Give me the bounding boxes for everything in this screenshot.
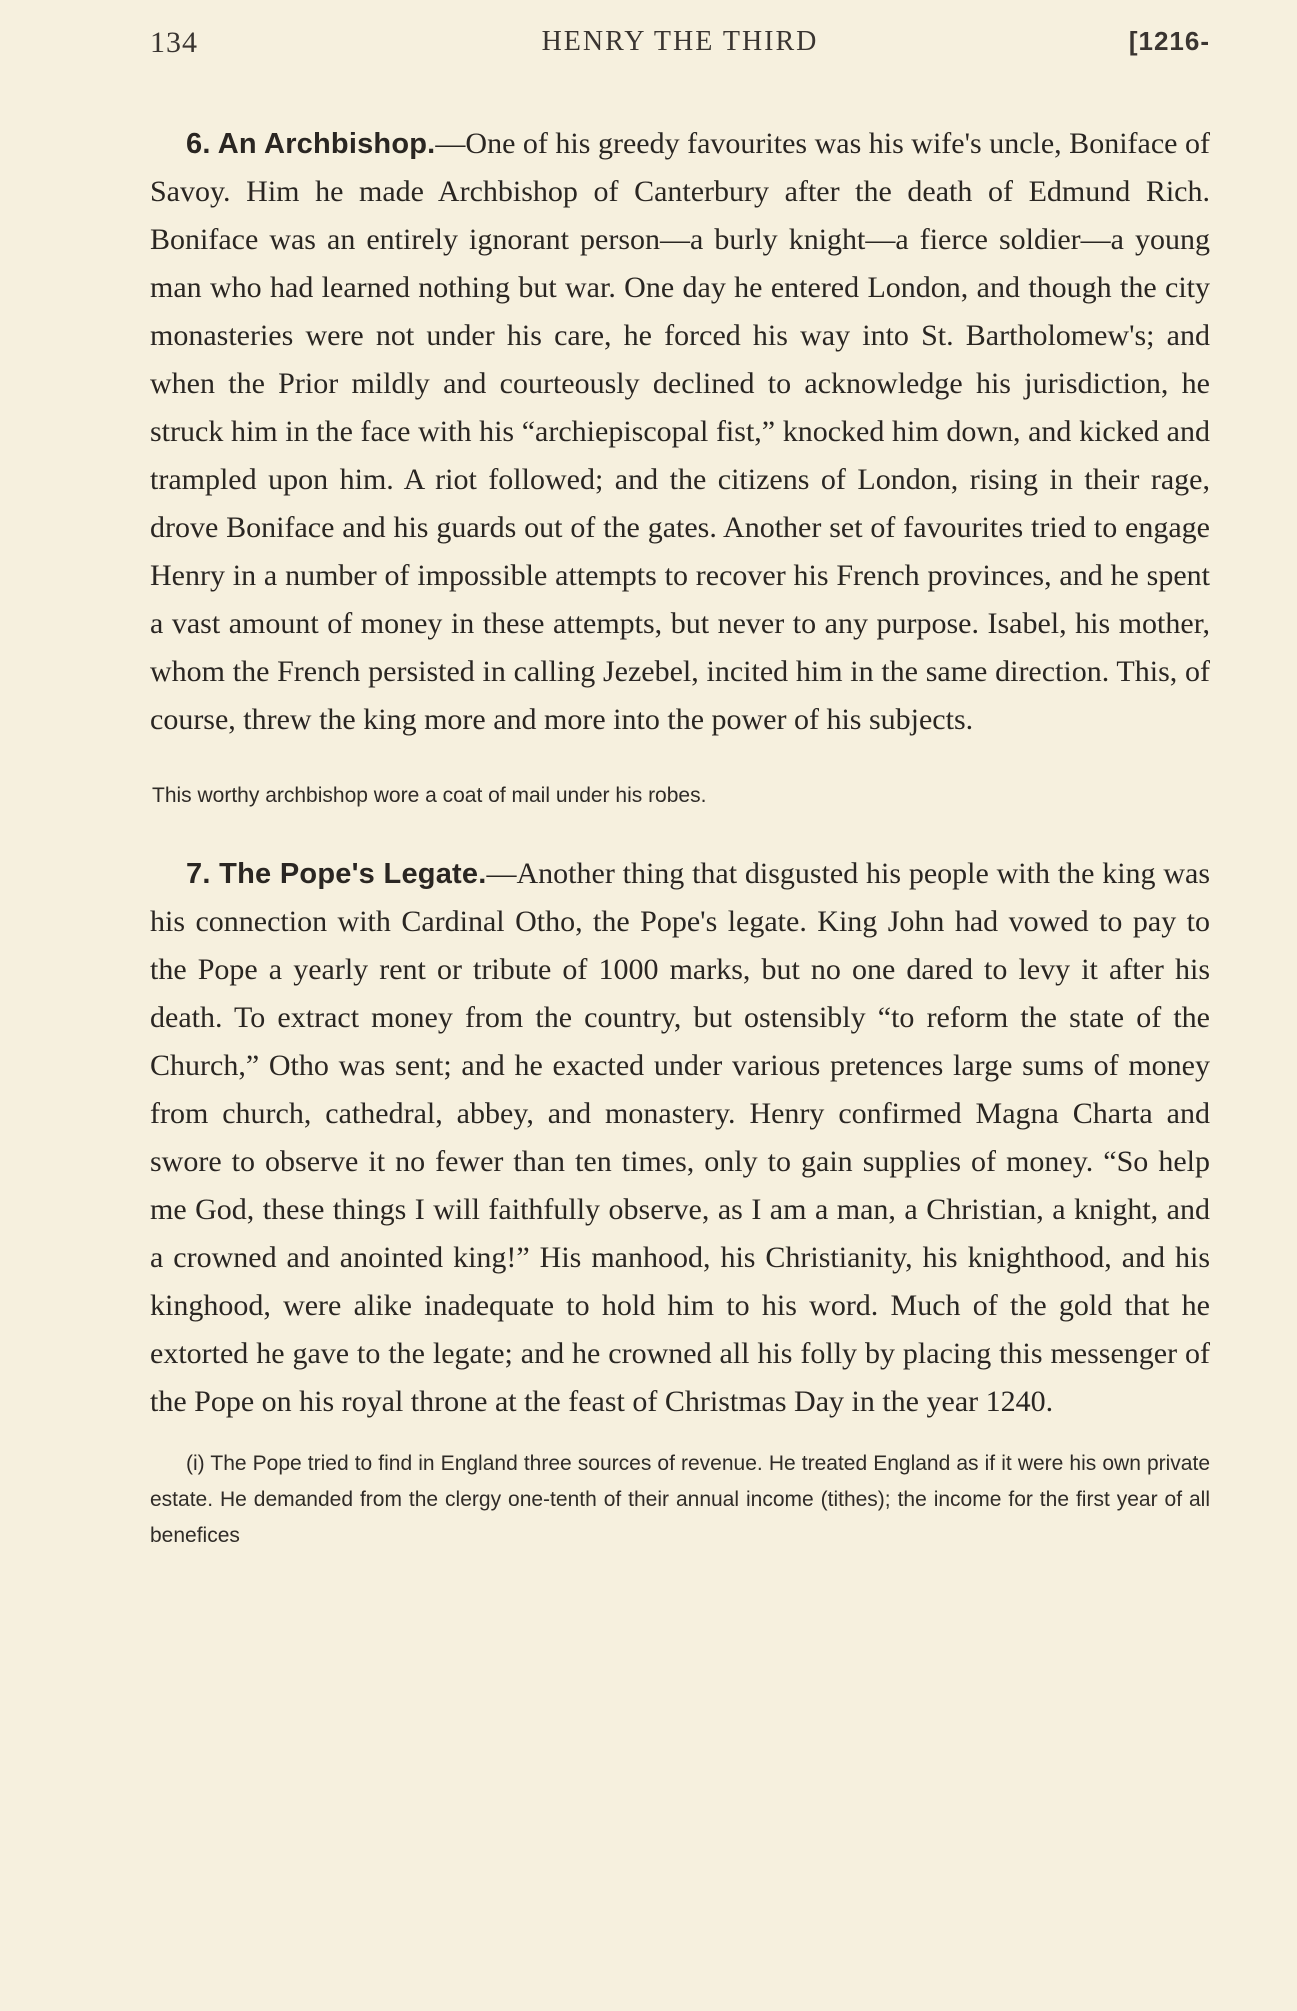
running-title: HENRY THE THIRD [541, 26, 819, 57]
year-marker: [1216- [1128, 26, 1210, 56]
page-number: 134 [150, 26, 198, 59]
section-archbishop-paragraph [150, 120, 1210, 744]
section-heading-legate: 7. The Pope's Legate. [186, 858, 487, 890]
note-archbishop: This worthy archbishop wore a coat of mail under his robes. [152, 784, 707, 807]
section-body-legate: —Another thing that disgusted his people with the king was his connection with Cardinal Otho, the Pope's legate. King John had vowed to pay to the Pope a yearly rent or tribute of 1000 marks, but no one dared to levy it after his death. To extract money from the country, but ostensibly “to reform the state of the Church,” Otho was sent; and he exacted under various pretences large sums of money from church, cathedral, abbey, and monastery. Henry confirmed Magna Charta and swore to observe it no fewer than ten times, only to gain supplies of money. “So help me God, these things I will faithfully observe, as I am a man, a Christian, a knight, and a crowned and anointed king!” His manhood, his Christianity, his knighthood, and his kinghood, were alike inadequate to hold him to his word. Much of the gold that he extorted he gave to the legate; and he crowned all his folly by placing this messenger of the Pope on his royal throne at the feast of Christmas Day in the year 1240. [150, 857, 1211, 1418]
section-body-archbishop: —One of his greedy favourites was his wife's uncle, Boniface of Savoy. Him he made Archbishop of Canterbury after the death of Edmund Rich. Boniface was an entirely ignorant person—a burly knight—a fierce soldier—a young man who had learned nothing but war. One day he entered London, and though the city monasteries were not under his care, he forced his way into St. Bartholomew's; and when the Prior mildly and courteously declined to acknowledge his jurisdiction, he struck him in the face with his “archiepiscopal fist,” knocked him down, and kicked and trampled upon him. A riot followed; and the citizens of London, rising in their rage, drove Boniface and his guards out of the gates. Another set of favourites tried to engage Henry in a number of impossible attempts to recover his French provinces, and he spent a vast amount of money in these attempts, but never to any purpose. Isabel, his mother, whom the French persisted in calling Jezebel, incited him in the same direction. This, of course, threw the king more and more into the power of his subjects. [150, 127, 1210, 736]
note-pope-revenue: (i) The Pope tried to find in England three sources of revenue. He treated England as if it were his own private estate. He demanded from the clergy one-tenth of their annual income (tithes); the income for the first year of all benefices [150, 1452, 1210, 1547]
section-legate-paragraph [150, 850, 1210, 1426]
section-heading-archbishop: 6. An Archbishop. [186, 128, 436, 160]
book-page [150, 20, 1210, 1554]
page-header [150, 20, 1210, 68]
